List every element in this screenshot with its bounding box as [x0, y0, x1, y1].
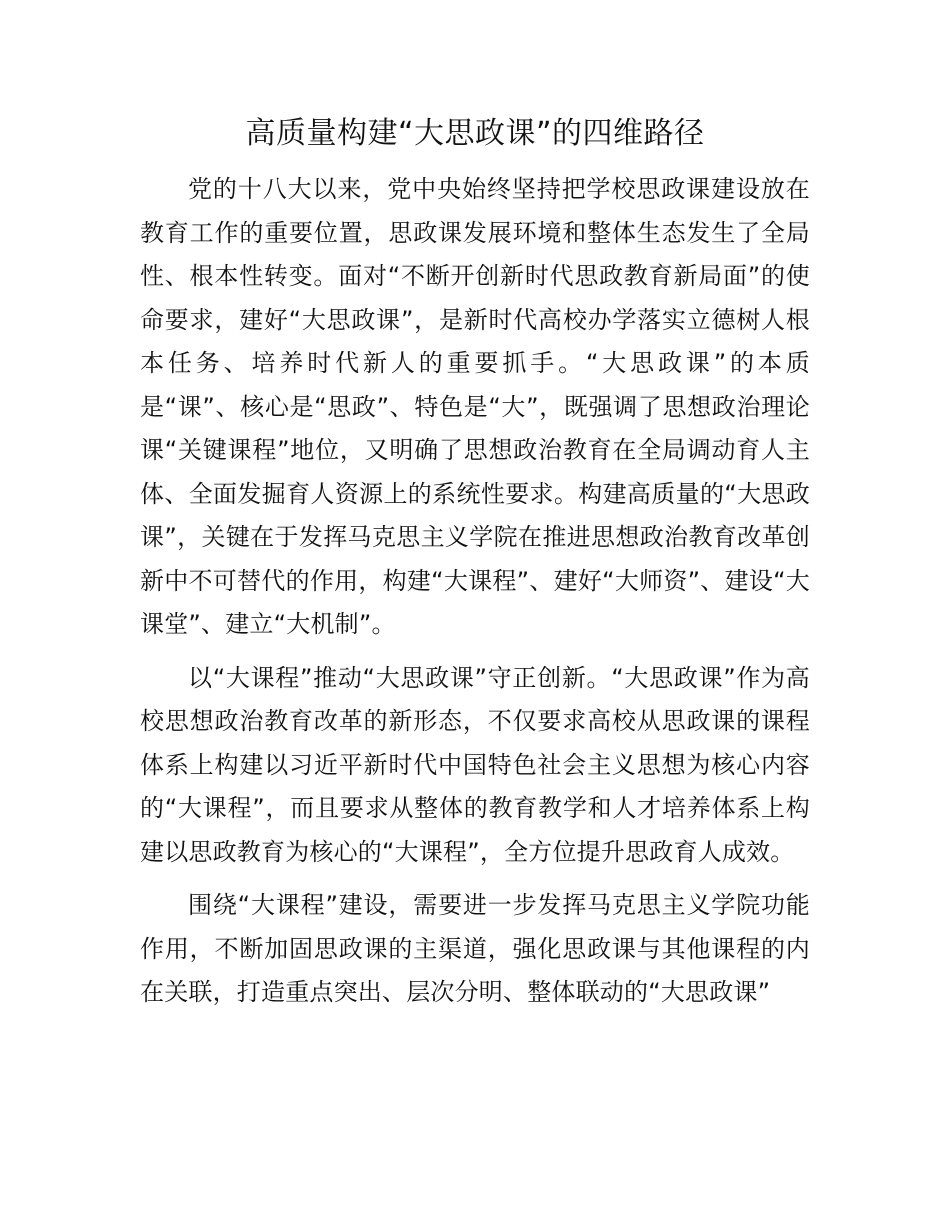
paragraph-1: 党的十八大以来，党中央始终坚持把学校思政课建设放在教育工作的重要位置，思政课发展环境和整体生态发生了全局性、根本性转变。面对“不断开创新时代思政教育新局面”的使命要求，建好“大思政课”，是新时代高校办学落实立德树人根本任务、培养时代新人的重要抓手。“大思政课”的本质是“课”、核心是“思政”、特色是“大”，既强调了思想政治理论课“关键课程”地位，又明确了思想政治教育在全局调动育人主体、全面发掘育人资源上的系统性要求。构建高质量的“大思政课”，关键在于发挥马克思主义学院在推进思想政治教育改革创新中不可替代的作用，构建“大课程”、建好“大师资”、建设“大课堂”、建立“大机制”。: [140, 175, 810, 638]
paragraph-3: 围绕“大课程”建设，需要进一步发挥马克思主义学院功能作用，不断加固思政课的主渠道，强化思政课与其他课程的内在关联，打造重点突出、层次分明、整体联动的“大思政课”: [140, 891, 810, 1006]
document-body: [140, 168, 810, 1025]
document-title: 高质量构建“大思政课”的四维路径: [245, 116, 705, 151]
paragraph-2: 以“大课程”推动“大思政课”守正创新。“大思政课”作为高校思想政治教育改革的新形态，不仅要求高校从思政课的课程体系上构建以习近平新时代中国特色社会主义思想为核心内容的“大课程”，而且要求从整体的教育教学和人才培养体系上构建以思政教育为核心的“大课程”，全方位提升思政育人成效。: [140, 663, 810, 866]
